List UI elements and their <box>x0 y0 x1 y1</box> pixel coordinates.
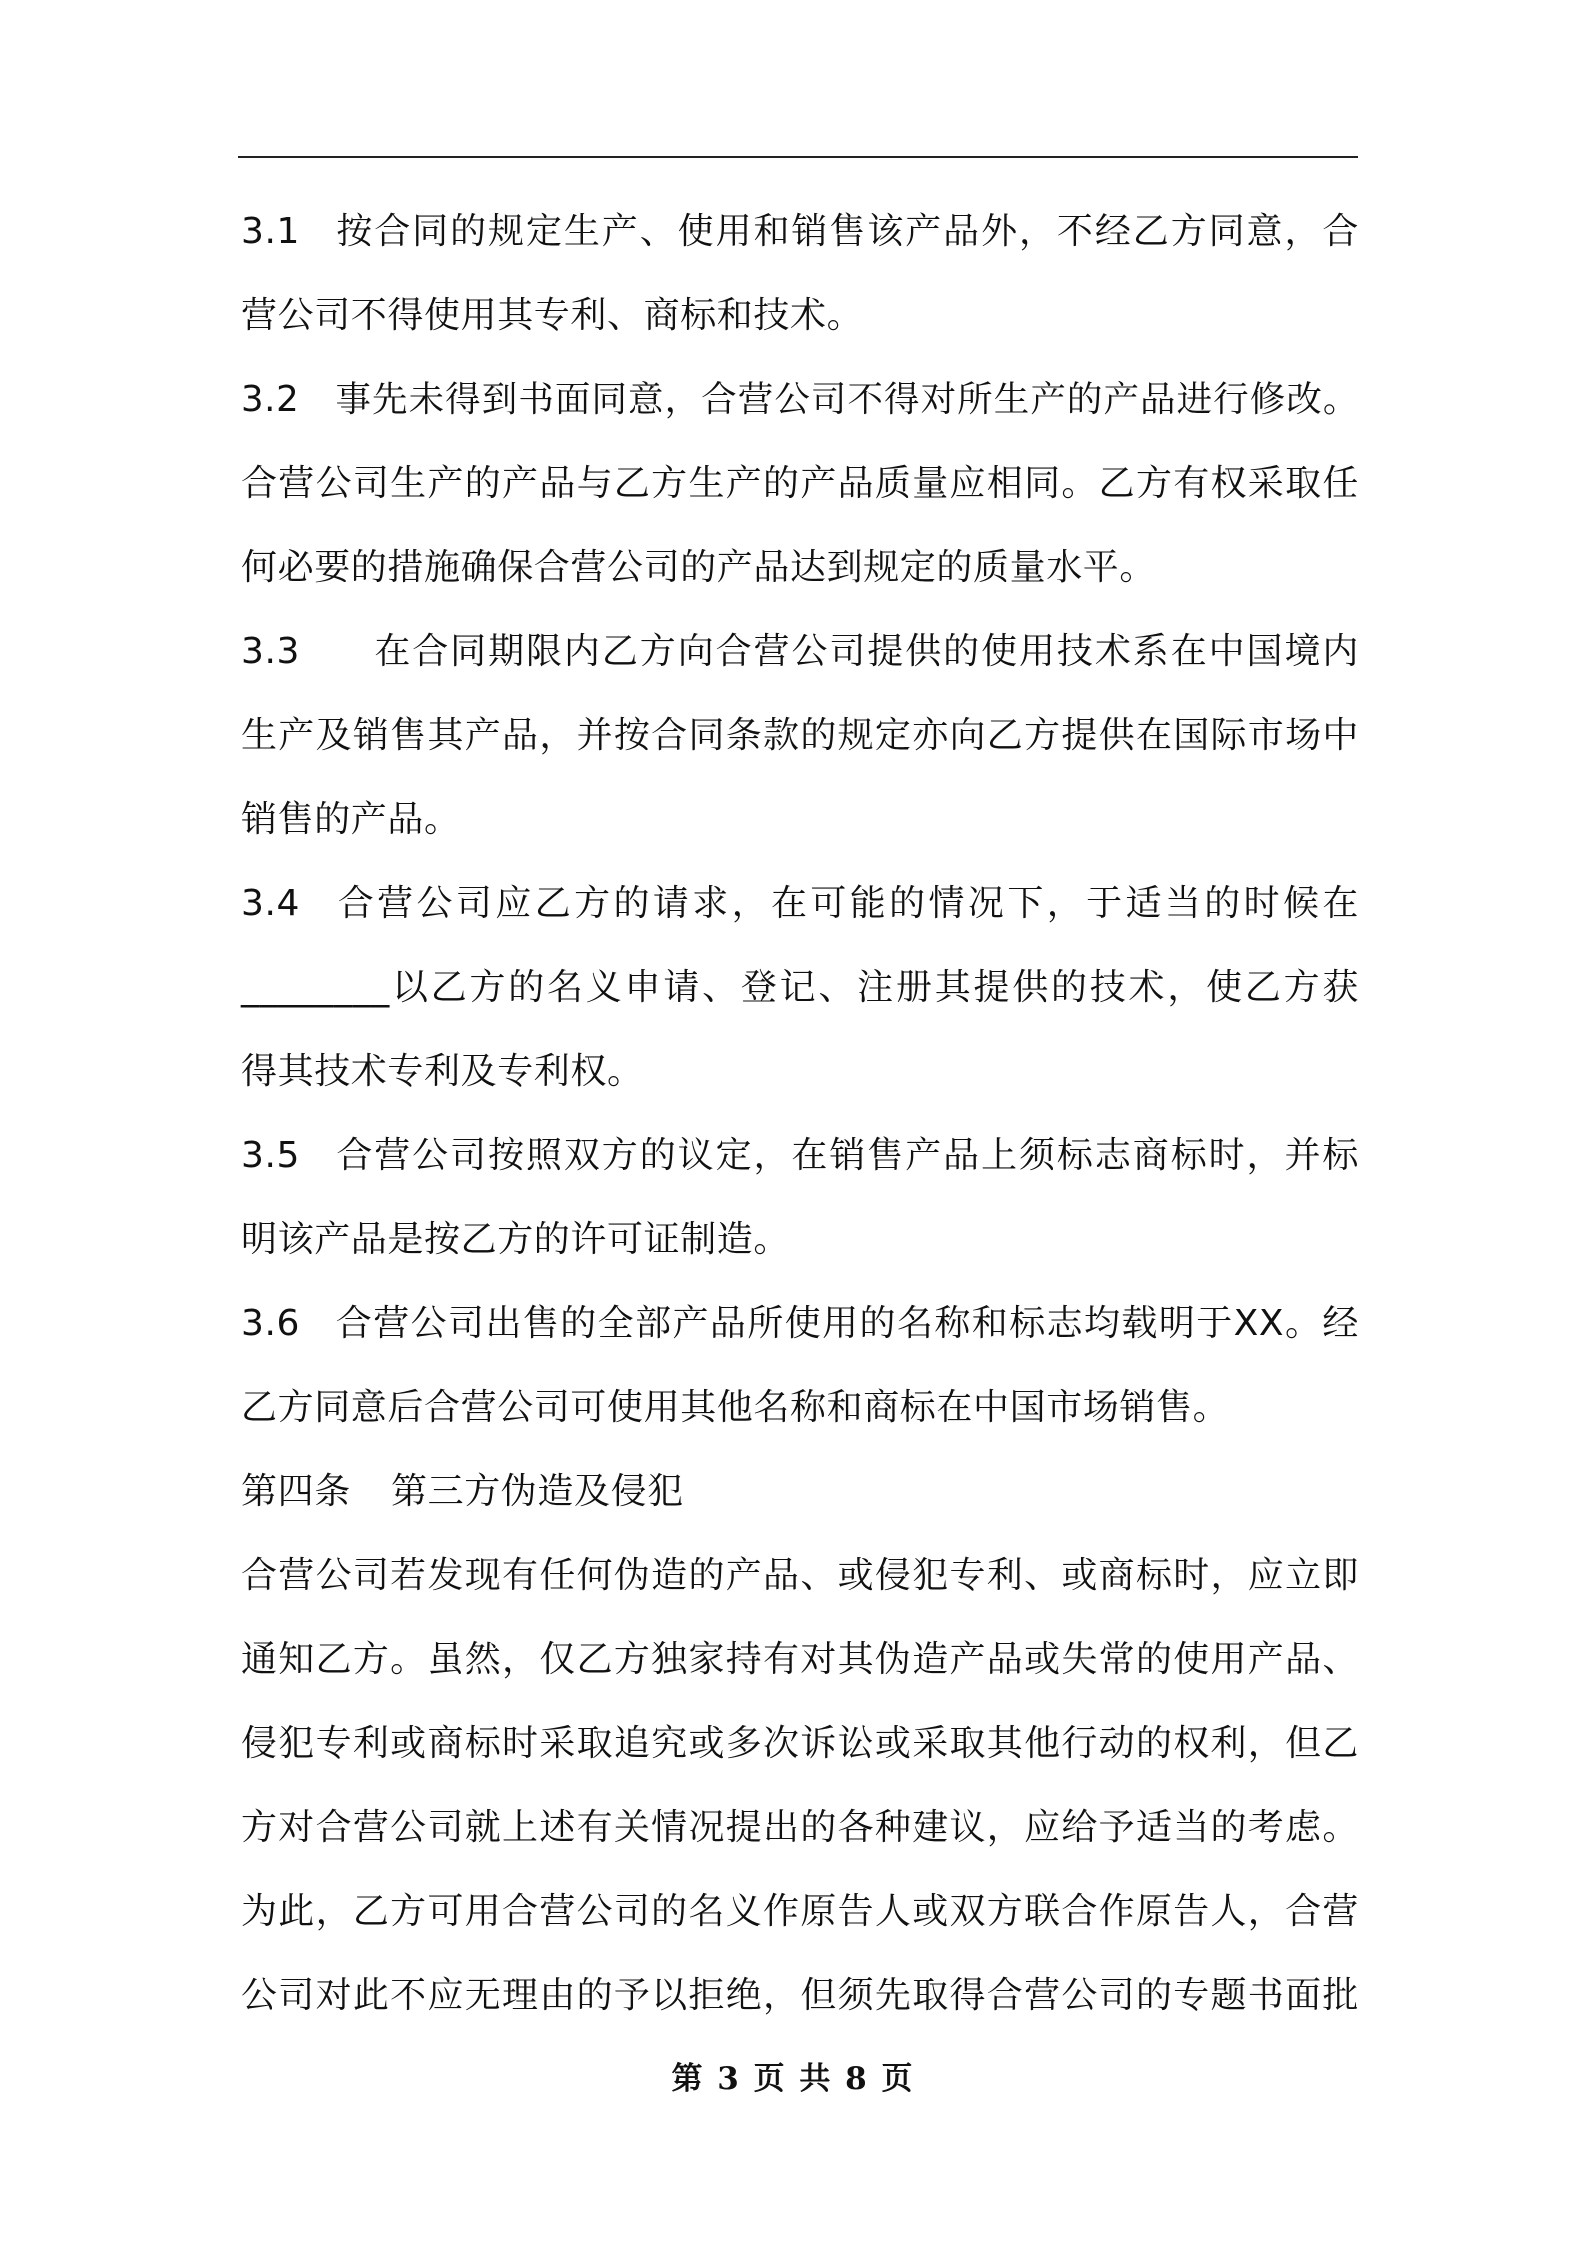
paragraph-line: ________以乙方的名义申请、登记、注册其提供的技术，使乙方获 <box>241 967 1359 1008</box>
clause-number: 3.4 <box>241 883 301 924</box>
paragraph-line: 营公司不得使用其专利、商标和技术。 <box>241 295 864 336</box>
clause-number: 3.3 <box>241 631 301 672</box>
page-number-footer: 第 3 页 共 8 页 <box>671 2061 915 2097</box>
paragraph-line: 3.1 按合同的规定生产、使用和销售该产品外，不经乙方同意，合 <box>241 190 1359 274</box>
paragraph-line: 为此，乙方可用合营公司的名义作原告人或双方联合作原告人，合营 <box>241 1891 1359 1932</box>
paragraph-line: 何必要的措施确保合营公司的产品达到规定的质量水平。 <box>241 547 1157 588</box>
paragraph-line: 得其技术专利及专利权。 <box>241 1051 644 1092</box>
header-rule <box>238 156 1358 158</box>
paragraph-line: 3.3 在合同期限内乙方向合营公司提供的使用技术系在中国境内 <box>241 610 1359 694</box>
clause-number: 3.1 <box>241 211 301 252</box>
clause-number: 3.5 <box>241 1135 301 1176</box>
paragraph-line: 合营公司若发现有任何伪造的产品、或侵犯专利、或商标时，应立即 <box>241 1555 1359 1596</box>
clause-number: 3.2 <box>241 379 300 420</box>
article-heading <box>241 1450 684 1534</box>
paragraph-line: 公司对此不应无理由的予以拒绝，但须先取得合营公司的专题书面批 <box>241 1975 1359 2016</box>
paragraph-line: 3.4 合营公司应乙方的请求，在可能的情况下，于适当的时候在 <box>241 862 1359 946</box>
paragraph-line: 3.5 合营公司按照双方的议定，在销售产品上须标志商标时，并标 <box>241 1114 1359 1198</box>
paragraph-line: 合营公司生产的产品与乙方生产的产品质量应相同。乙方有权采取任 <box>241 463 1359 504</box>
paragraph-line: 明该产品是按乙方的许可证制造。 <box>241 1219 791 1260</box>
paragraph-line: 3.6 合营公司出售的全部产品所使用的名称和标志均载明于XX。经 <box>241 1282 1359 1366</box>
paragraph-line: 通知乙方。虽然，仅乙方独家持有对其伪造产品或失常的使用产品、 <box>241 1639 1359 1680</box>
clause-number: 3.6 <box>241 1303 301 1344</box>
paragraph-line: 方对合营公司就上述有关情况提出的各种建议，应给予适当的考虑。 <box>241 1807 1359 1848</box>
article-number: 第四条 <box>241 1471 351 1512</box>
article-title: 第三方伪造及侵犯 <box>391 1471 684 1512</box>
paragraph-line: 乙方同意后合营公司可使用其他名称和商标在中国市场销售。 <box>241 1387 1230 1428</box>
paragraph-line: 生产及销售其产品，并按合同条款的规定亦向乙方提供在国际市场中 <box>241 715 1359 756</box>
paragraph-line: 侵犯专利或商标时采取追究或多次诉讼或采取其他行动的权利，但乙 <box>241 1723 1359 1764</box>
paragraph-line: 销售的产品。 <box>241 799 461 840</box>
paragraph-line: 3.2 事先未得到书面同意，合营公司不得对所生产的产品进行修改。 <box>241 358 1359 442</box>
